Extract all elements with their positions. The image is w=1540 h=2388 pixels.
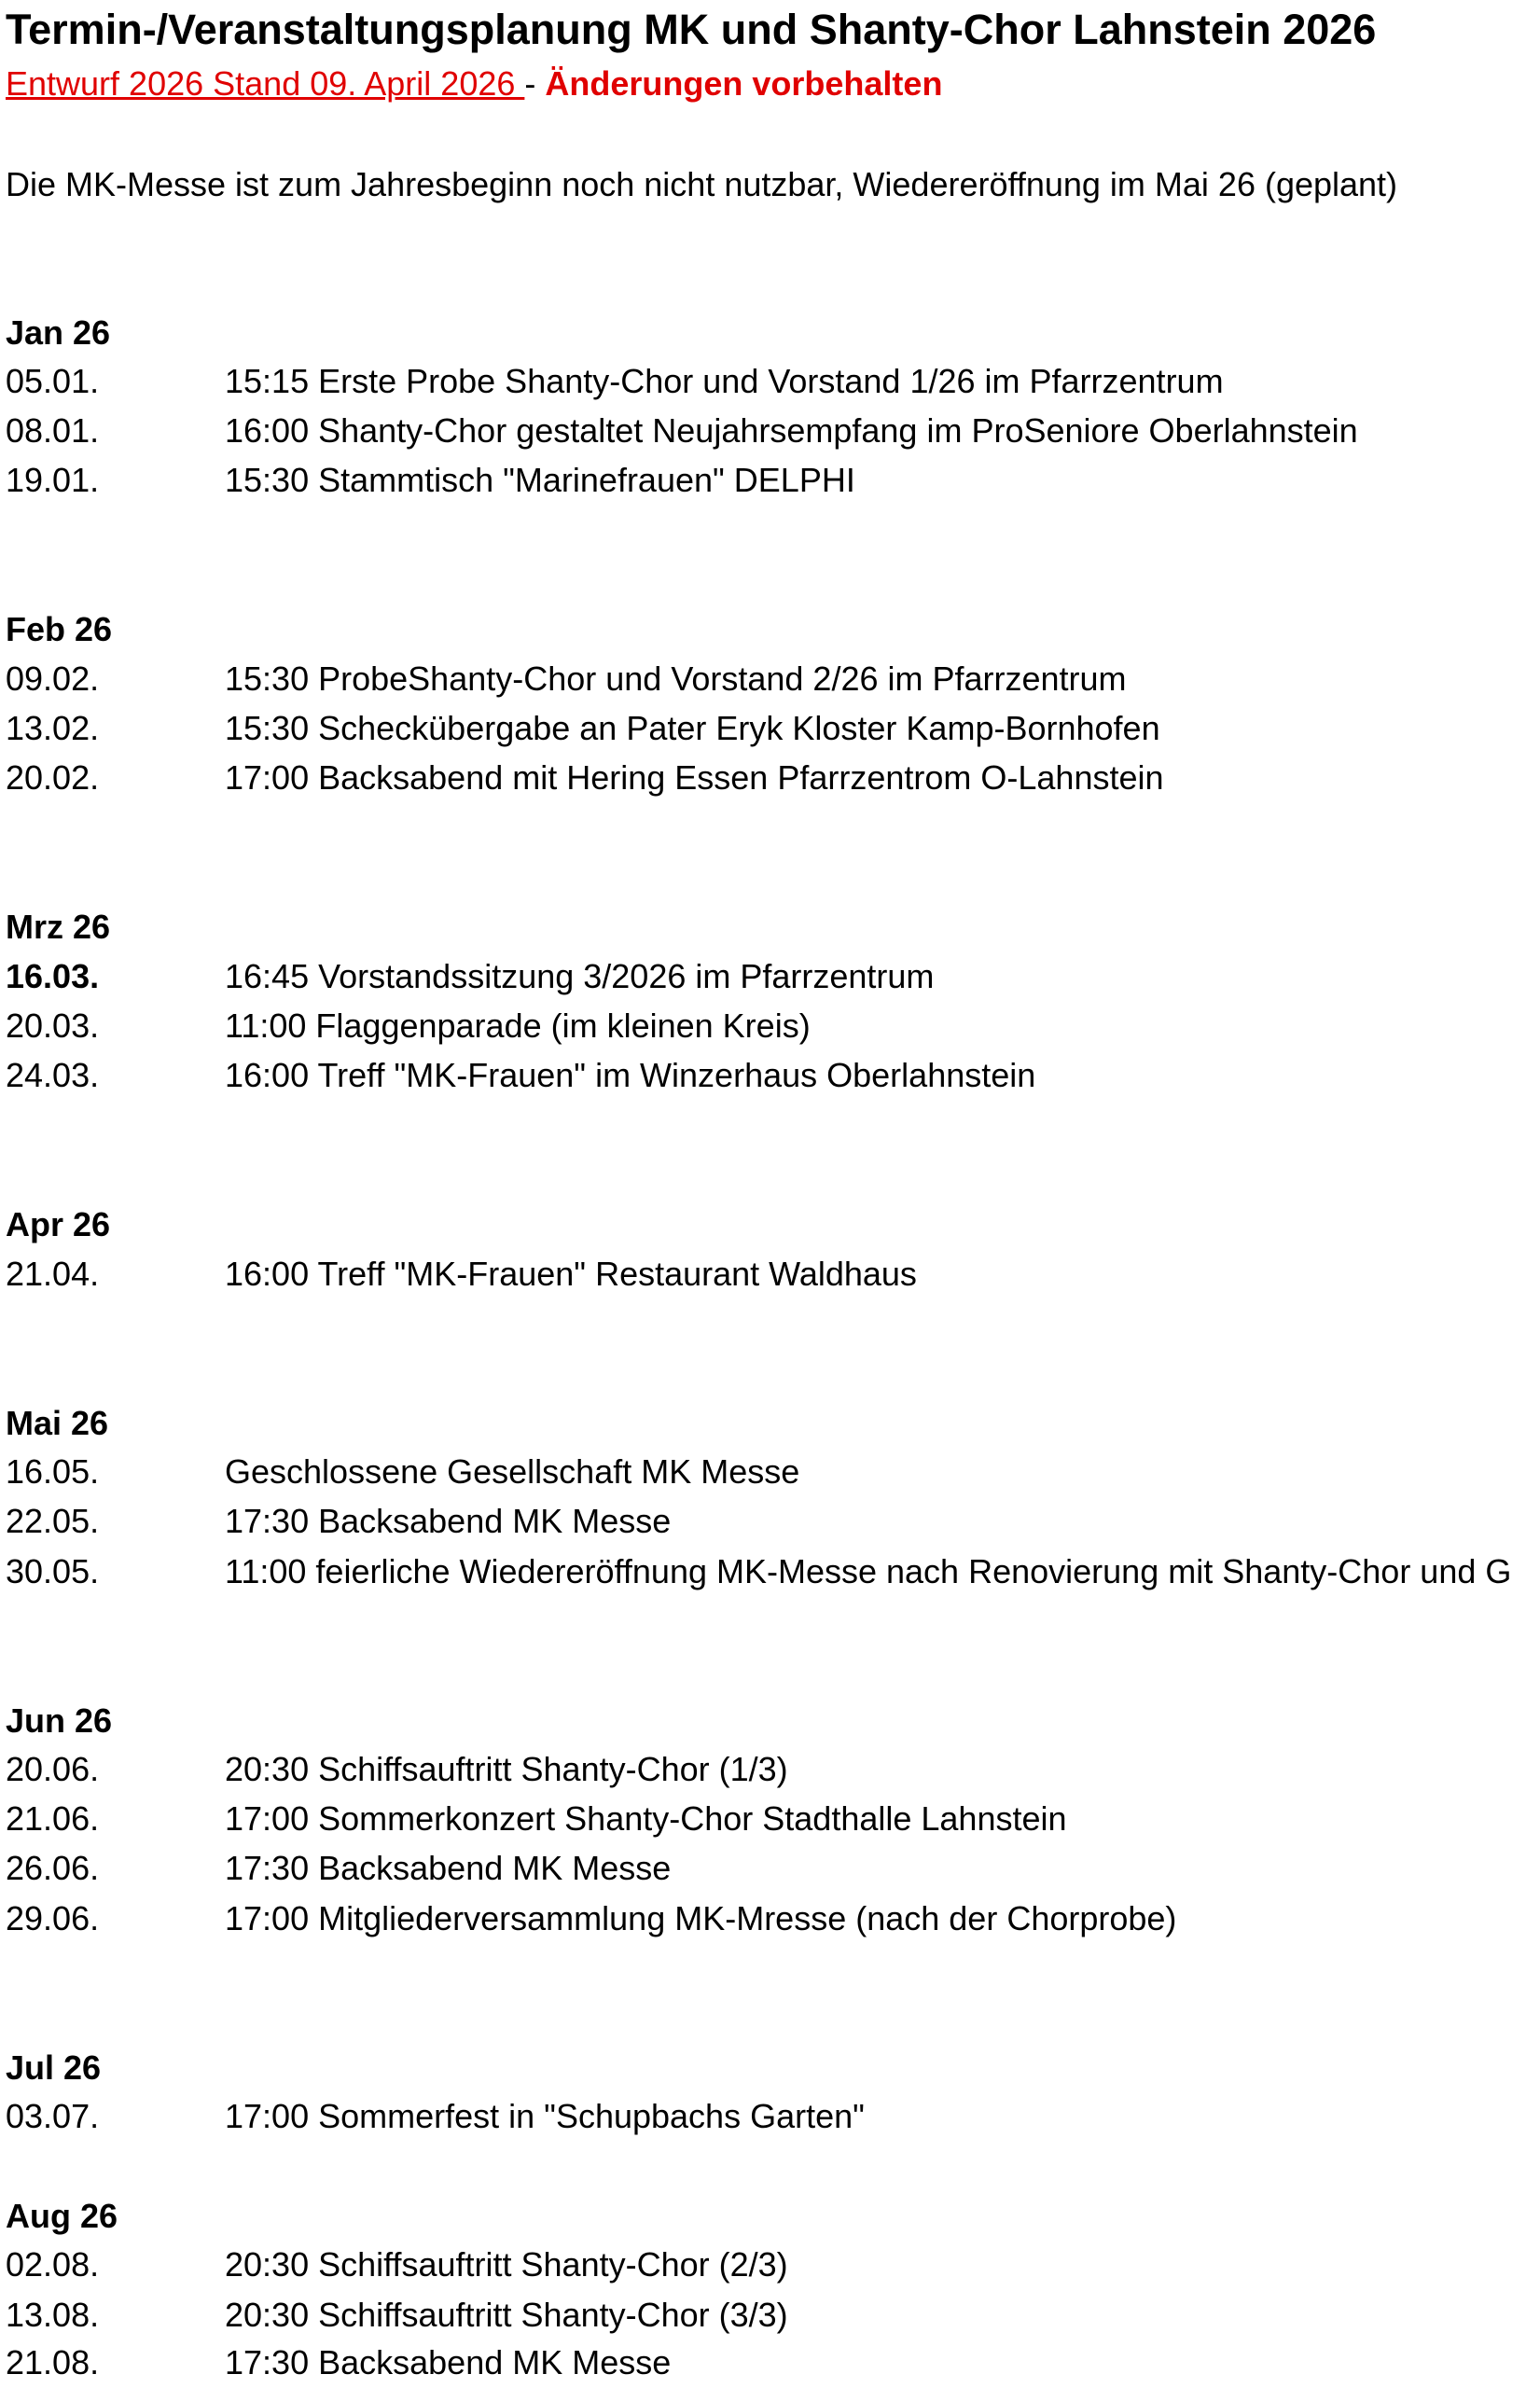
event-row — [0, 2338, 1540, 2388]
event-row — [0, 2290, 1540, 2340]
event-text: 20:30 Schiffsauftritt Shanty-Chor (1/3) — [225, 1750, 788, 1788]
month-heading-jun: Jun 26 — [6, 1701, 113, 1740]
event-text: 17:30 Backsabend MK Messe — [225, 2343, 672, 2381]
draft-status-label: Entwurf 2026 Stand 09. April 2026 — [6, 64, 525, 103]
event-text: 15:15 Erste Probe Shanty-Chor und Vorstand 1/26 im Pfarrzentrum — [225, 362, 1224, 400]
event-row — [0, 455, 1540, 506]
event-date: 20.03. — [6, 1007, 100, 1045]
changes-reserved-label: Änderungen vorbehalten — [545, 64, 943, 103]
event-row — [0, 1744, 1540, 1795]
event-row — [0, 1894, 1540, 1944]
event-row — [0, 356, 1540, 407]
event-row — [0, 654, 1540, 704]
event-text: 15:30 Stammtisch "Marinefrauen" DELPHI — [225, 461, 855, 499]
subtitle-separator: - — [524, 64, 546, 103]
event-row — [0, 1001, 1540, 1051]
document-subtitle — [6, 58, 942, 110]
event-text: 20:30 Schiffsauftritt Shanty-Chor (3/3) — [225, 2296, 788, 2334]
month-heading-mai: Mai 26 — [6, 1404, 109, 1442]
event-text: Geschlossene Gesellschaft MK Messe — [225, 1452, 800, 1491]
event-text: 16:45 Vorstandssitzung 3/2026 im Pfarrzentrum — [225, 957, 935, 995]
event-date: 09.02. — [6, 659, 100, 698]
event-text: 20:30 Schiffsauftritt Shanty-Chor (2/3) — [225, 2245, 788, 2284]
event-text: 16:00 Shanty-Chor gestaltet Neujahrsempfang im ProSeniore Oberlahnstein — [225, 411, 1358, 450]
event-text: 16:00 Treff "MK-Frauen" Restaurant Waldhaus — [225, 1255, 917, 1293]
event-date: 03.07. — [6, 2097, 100, 2135]
event-date: 22.05. — [6, 1502, 100, 1540]
month-heading-aug: Aug 26 — [6, 2197, 118, 2235]
event-date: 16.05. — [6, 1452, 100, 1491]
event-text: 17:30 Backsabend MK Messe — [225, 1849, 672, 1887]
event-row — [0, 1547, 1540, 1597]
event-date: 13.02. — [6, 709, 100, 747]
event-date: 21.04. — [6, 1255, 100, 1293]
event-row — [0, 1843, 1540, 1894]
event-row — [0, 406, 1540, 456]
event-row — [0, 703, 1540, 754]
month-heading-mrz: Mrz 26 — [6, 908, 111, 946]
event-text: 11:00 feierliche Wiedereröffnung MK-Messe nach Renovierung mit Shanty-Chor und G — [225, 1552, 1512, 1590]
event-row — [0, 753, 1540, 803]
event-date: 16.03. — [6, 957, 100, 995]
event-text: 17:00 Sommerfest in "Schupbachs Garten" — [225, 2097, 865, 2135]
event-row — [0, 951, 1540, 1002]
event-text: 11:00 Flaggenparade (im kleinen Kreis) — [225, 1007, 811, 1045]
event-date: 24.03. — [6, 1056, 100, 1094]
event-row — [0, 2240, 1540, 2290]
event-date: 19.01. — [6, 461, 100, 499]
event-date: 08.01. — [6, 411, 100, 450]
event-date: 21.08. — [6, 2343, 100, 2381]
event-text: 17:30 Backsabend MK Messe — [225, 1502, 672, 1540]
event-text: 16:00 Treff "MK-Frauen" im Winzerhaus Oberlahnstein — [225, 1056, 1036, 1094]
venue-note: Die MK-Messe ist zum Jahresbeginn noch nicht nutzbar, Wiedereröffnung im Mai 26 (geplant) — [6, 165, 1398, 203]
event-date: 02.08. — [6, 2245, 100, 2284]
event-date: 30.05. — [6, 1552, 100, 1590]
event-text: 17:00 Sommerkonzert Shanty-Chor Stadthalle Lahnstein — [225, 1799, 1067, 1838]
event-row — [0, 2091, 1540, 2142]
event-date: 26.06. — [6, 1849, 100, 1887]
event-date: 21.06. — [6, 1799, 100, 1838]
event-date: 13.08. — [6, 2296, 100, 2334]
month-heading-jul: Jul 26 — [6, 2048, 102, 2087]
event-date: 20.02. — [6, 758, 100, 797]
month-heading-jan: Jan 26 — [6, 313, 111, 352]
event-date: 05.01. — [6, 362, 100, 400]
event-row — [0, 1447, 1540, 1497]
document-title: Termin-/Veranstaltungsplanung MK und Shanty-Chor Lahnstein 2026 — [6, 6, 1377, 53]
event-date: 20.06. — [6, 1750, 100, 1788]
event-text: 15:30 Scheckübergabe an Pater Eryk Kloster Kamp-Bornhofen — [225, 709, 1160, 747]
event-text: 15:30 ProbeShanty-Chor und Vorstand 2/26 im Pfarrzentrum — [225, 659, 1127, 698]
event-text: 17:00 Backsabend mit Hering Essen Pfarrzentrom O-Lahnstein — [225, 758, 1164, 797]
event-row — [0, 1050, 1540, 1101]
event-row — [0, 1249, 1540, 1299]
event-row — [0, 1496, 1540, 1547]
month-heading-apr: Apr 26 — [6, 1205, 111, 1243]
month-heading-feb: Feb 26 — [6, 610, 113, 648]
event-date: 29.06. — [6, 1899, 100, 1937]
event-text: 17:00 Mitgliederversammlung MK-Mresse (nach der Chorprobe) — [225, 1899, 1177, 1937]
event-row — [0, 1794, 1540, 1844]
